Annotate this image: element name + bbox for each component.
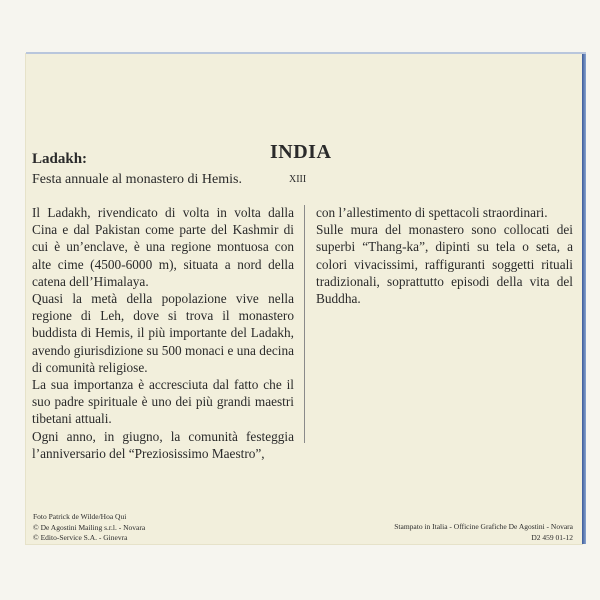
- card-subtitle: Festa annuale al monastero di Hemis.: [32, 172, 242, 187]
- column-divider: [304, 205, 305, 443]
- credit-line: © Edito-Service S.A. - Ginevra: [33, 533, 128, 542]
- paragraph: con l’allestimento di spettacoli straordinari.: [316, 205, 548, 220]
- text-column-right: [316, 204, 573, 307]
- printer-info: [368, 522, 573, 543]
- photo-credits: [33, 512, 145, 544]
- paragraph: Quasi la metà della popolazione vive nella regione di Leh, dove si trova il monastero buddista di Hemis, il più importante del Ladakh, avendo giurisdizione su 500 monaci e una decina di comunità religiose.: [32, 291, 294, 375]
- card-right-edge: [582, 54, 586, 544]
- region-heading: Ladakh:: [32, 151, 88, 167]
- paragraph: Sulle mura del monastero sono collocati dei superbi “Thang-ka”, dipinti su tela o seta, a colori vivacissimi, raffiguranti soggetti rituali tradizionali, soprattutto episodi della vita del Buddha.: [316, 222, 573, 307]
- product-code: D2 459 01-12: [531, 532, 573, 542]
- text-column-left: [32, 204, 294, 462]
- credit-line: © De Agostini Mailing s.r.l. - Novara: [33, 522, 146, 532]
- printer-line: Stampato in Italia - Officine Grafiche De Agostini - Novara: [394, 522, 573, 531]
- country-title: INDIA: [270, 141, 332, 163]
- paragraph: La sua importanza è accresciuta dal fatto che il suo padre spirituale è uno dei più grandi maestri tibetani attuali.: [32, 377, 294, 427]
- card-top-edge: [26, 52, 586, 54]
- paragraph: Ogni anno, in giugno, la comunità festeggia l’anniversario del “Preziosissimo Maestro”,: [32, 428, 294, 461]
- card-number: XIII: [289, 174, 307, 185]
- credit-line: Foto Patrick de Wilde/Hoa Qui: [33, 512, 127, 521]
- paragraph: Il Ladakh, rivendicato di volta in volta dalla Cina e dal Pakistan come parte del Kashmir di cui è un’enclave, è una regione montuosa con alte cime (4500-6000 m), situata a nord della catena dell’Himalaya.: [32, 205, 294, 289]
